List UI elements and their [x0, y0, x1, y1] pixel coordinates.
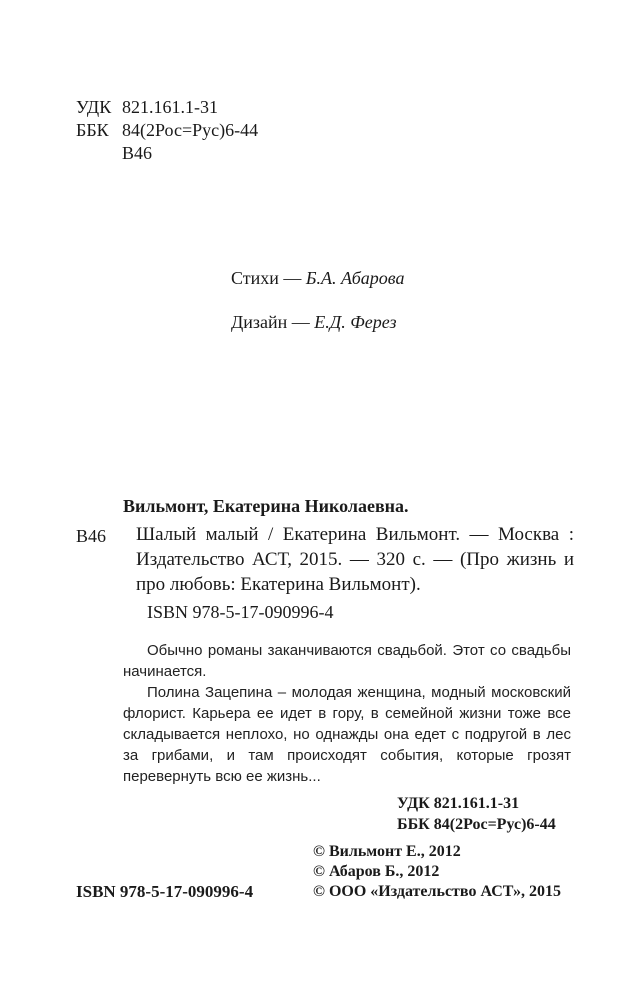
- bbk-value: 84(2Рос=Рус)6-44: [122, 120, 259, 140]
- copyright-line: © ООО «Издательство АСТ», 2015: [313, 883, 562, 900]
- author-mark-entry: В46: [76, 526, 107, 546]
- author-mark-line: [76, 142, 152, 164]
- annotation-paragraph: Полина Зацепина – молодая женщина, модный московский флорист. Карьера ее идет в гору, в семейной жизни тоже все складывается неплохо, но однажды она едет с подругой в лес за грибами, и там происходят события, которые грозят перевернуть всю ее жизнь...: [123, 684, 571, 785]
- bottom-isbn: ISBN 978-5-17-090996-4: [76, 882, 254, 901]
- credit-name: Е.Д. Ферез: [314, 312, 397, 332]
- bbk-label: ББК: [76, 120, 109, 140]
- copyright-line: © Вильмонт Е., 2012: [313, 843, 461, 860]
- annotation: [123, 640, 571, 787]
- udk-value: 821.161.1-31: [122, 97, 218, 117]
- annotation-paragraph: Обычно романы заканчиваются свадьбой. Этот со свадьбы начинается.: [123, 642, 571, 680]
- bibliographic-description: Шалый малый / Екатерина Вильмонт. — Москва : Издательство АСТ, 2015. — 320 с. — (Про жизнь и про любовь: Екатерина Вильмонт).: [136, 524, 574, 595]
- author-mark-top: В46: [122, 143, 153, 163]
- udk-line: [76, 96, 218, 118]
- author-heading: Вильмонт, Екатерина Николаевна.: [123, 496, 409, 516]
- bottom-bbk: ББК 84(2Рос=Рус)6-44: [397, 816, 556, 833]
- credit-poems: [231, 267, 404, 289]
- entry-isbn: ISBN 978-5-17-090996-4: [147, 602, 334, 622]
- credit-name: Б.А. Абарова: [305, 268, 405, 288]
- bottom-udk: УДК 821.161.1-31: [397, 795, 520, 812]
- credit-design: [231, 311, 396, 333]
- credit-role: Дизайн —: [231, 312, 310, 332]
- copyright-line: © Абаров Б., 2012: [313, 863, 440, 880]
- bbk-line: [76, 119, 258, 141]
- credit-role: Стихи —: [231, 268, 302, 288]
- udk-label: УДК: [76, 97, 112, 117]
